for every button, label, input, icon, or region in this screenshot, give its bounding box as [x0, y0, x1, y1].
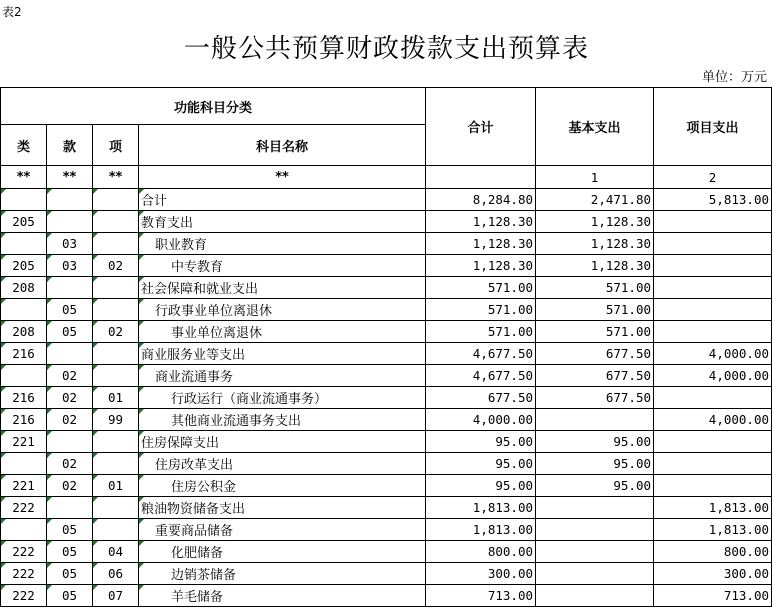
cell-total: 571.00 [426, 299, 536, 321]
cell-basic [536, 541, 654, 563]
cell-kuan: 05 [47, 541, 93, 563]
cell-project: 713.00 [654, 585, 772, 607]
cell-project: 1,813.00 [654, 497, 772, 519]
star-lei: ** [1, 166, 47, 189]
index-total [426, 166, 536, 189]
cell-kuan: 02 [47, 409, 93, 431]
cell-lei: 205 [1, 255, 47, 277]
header-basic: 基本支出 [536, 88, 654, 166]
cell-kuan: 05 [47, 585, 93, 607]
cell-lei: 221 [1, 431, 47, 453]
cell-basic: 1,128.30 [536, 255, 654, 277]
cell-total: 1,128.30 [426, 211, 536, 233]
cell-name: 教育支出 [139, 211, 426, 233]
cell-project: 1,813.00 [654, 519, 772, 541]
cell-total: 800.00 [426, 541, 536, 563]
header-project: 项目支出 [654, 88, 772, 166]
cell-name: 边销茶储备 [139, 563, 426, 585]
star-kuan: ** [47, 166, 93, 189]
header-kuan: 款 [47, 125, 93, 166]
cell-project: 800.00 [654, 541, 772, 563]
index-basic: 1 [536, 166, 654, 189]
cell-kuan [47, 189, 93, 211]
cell-xiang [93, 299, 139, 321]
cell-lei: 222 [1, 563, 47, 585]
cell-lei [1, 365, 47, 387]
header-xiang: 项 [93, 125, 139, 166]
cell-project: 5,813.00 [654, 189, 772, 211]
cell-xiang [93, 343, 139, 365]
star-name: ** [139, 166, 426, 189]
cell-lei: 208 [1, 277, 47, 299]
cell-xiang: 07 [93, 585, 139, 607]
cell-total: 300.00 [426, 563, 536, 585]
cell-name: 粮油物资储备支出 [139, 497, 426, 519]
cell-project [654, 453, 772, 475]
cell-name: 行政事业单位离退休 [139, 299, 426, 321]
cell-basic: 95.00 [536, 431, 654, 453]
cell-total: 8,284.80 [426, 189, 536, 211]
cell-project: 4,000.00 [654, 409, 772, 431]
cell-name: 合计 [139, 189, 426, 211]
cell-project [654, 299, 772, 321]
cell-basic [536, 585, 654, 607]
header-group: 功能科目分类 [1, 88, 426, 125]
cell-lei: 216 [1, 343, 47, 365]
cell-lei: 222 [1, 541, 47, 563]
cell-lei [1, 189, 47, 211]
table-number: 表2 [2, 5, 22, 19]
cell-project [654, 431, 772, 453]
cell-lei: 216 [1, 409, 47, 431]
cell-name: 重要商品储备 [139, 519, 426, 541]
cell-kuan: 03 [47, 255, 93, 277]
cell-kuan: 02 [47, 453, 93, 475]
cell-kuan [47, 211, 93, 233]
cell-lei [1, 233, 47, 255]
cell-project: 4,000.00 [654, 365, 772, 387]
table-row [1, 431, 772, 453]
cell-xiang: 06 [93, 563, 139, 585]
cell-total: 4,677.50 [426, 365, 536, 387]
cell-name: 职业教育 [139, 233, 426, 255]
cell-total: 95.00 [426, 453, 536, 475]
cell-kuan [47, 431, 93, 453]
cell-basic: 571.00 [536, 299, 654, 321]
cell-lei: 208 [1, 321, 47, 343]
cell-basic: 677.50 [536, 387, 654, 409]
table-row [1, 189, 772, 211]
unit-label: 单位：万元 [701, 70, 767, 85]
cell-kuan: 02 [47, 387, 93, 409]
cell-basic: 677.50 [536, 343, 654, 365]
cell-basic: 677.50 [536, 365, 654, 387]
cell-xiang: 04 [93, 541, 139, 563]
budget-table [0, 87, 772, 607]
header-name: 科目名称 [139, 125, 426, 166]
cell-xiang [93, 365, 139, 387]
cell-total: 95.00 [426, 431, 536, 453]
cell-project: 300.00 [654, 563, 772, 585]
cell-kuan: 05 [47, 299, 93, 321]
cell-xiang [93, 233, 139, 255]
cell-xiang [93, 431, 139, 453]
cell-total: 713.00 [426, 585, 536, 607]
cell-lei [1, 299, 47, 321]
cell-lei: 216 [1, 387, 47, 409]
cell-xiang: 02 [93, 321, 139, 343]
cell-xiang: 99 [93, 409, 139, 431]
cell-total: 95.00 [426, 475, 536, 497]
header-total: 合计 [426, 88, 536, 166]
cell-basic [536, 497, 654, 519]
table-row [1, 343, 772, 365]
cell-name: 社会保障和就业支出 [139, 277, 426, 299]
cell-total: 4,000.00 [426, 409, 536, 431]
table-row [1, 387, 772, 409]
cell-xiang [93, 189, 139, 211]
star-xiang: ** [93, 166, 139, 189]
cell-total: 571.00 [426, 321, 536, 343]
cell-xiang [93, 497, 139, 519]
table-row [1, 475, 772, 497]
index-project: 2 [654, 166, 772, 189]
table-row [1, 365, 772, 387]
cell-name: 化肥储备 [139, 541, 426, 563]
table-row [1, 497, 772, 519]
cell-total: 1,128.30 [426, 233, 536, 255]
cell-lei: 222 [1, 585, 47, 607]
cell-basic [536, 409, 654, 431]
cell-kuan: 02 [47, 365, 93, 387]
cell-kuan: 05 [47, 563, 93, 585]
cell-name: 羊毛储备 [139, 585, 426, 607]
cell-total: 1,813.00 [426, 497, 536, 519]
cell-xiang [93, 277, 139, 299]
table-row [1, 563, 772, 585]
cell-name: 住房保障支出 [139, 431, 426, 453]
cell-project [654, 255, 772, 277]
table-row [1, 233, 772, 255]
table-row [1, 585, 772, 607]
cell-total: 1,813.00 [426, 519, 536, 541]
cell-total: 677.50 [426, 387, 536, 409]
cell-kuan: 05 [47, 519, 93, 541]
cell-kuan: 03 [47, 233, 93, 255]
cell-kuan [47, 343, 93, 365]
cell-lei: 221 [1, 475, 47, 497]
cell-basic [536, 563, 654, 585]
cell-name: 商业流通事务 [139, 365, 426, 387]
table-row [1, 277, 772, 299]
cell-name: 行政运行（商业流通事务） [139, 387, 426, 409]
cell-total: 1,128.30 [426, 255, 536, 277]
table-row [1, 409, 772, 431]
cell-project [654, 387, 772, 409]
cell-project [654, 277, 772, 299]
cell-name: 其他商业流通事务支出 [139, 409, 426, 431]
cell-basic: 571.00 [536, 321, 654, 343]
cell-lei [1, 453, 47, 475]
cell-xiang: 01 [93, 387, 139, 409]
table-row [1, 541, 772, 563]
cell-project [654, 475, 772, 497]
table-row [1, 321, 772, 343]
cell-basic [536, 519, 654, 541]
cell-name: 住房改革支出 [139, 453, 426, 475]
cell-basic: 95.00 [536, 453, 654, 475]
page-title: 一般公共预算财政拨款支出预算表 [183, 34, 589, 64]
cell-project: 4,000.00 [654, 343, 772, 365]
cell-basic: 2,471.80 [536, 189, 654, 211]
cell-xiang [93, 211, 139, 233]
cell-basic: 571.00 [536, 277, 654, 299]
cell-name: 住房公积金 [139, 475, 426, 497]
cell-project [654, 321, 772, 343]
table-row [1, 453, 772, 475]
cell-basic: 1,128.30 [536, 211, 654, 233]
header-lei: 类 [1, 125, 47, 166]
cell-xiang: 01 [93, 475, 139, 497]
cell-kuan [47, 277, 93, 299]
cell-lei: 205 [1, 211, 47, 233]
cell-kuan: 02 [47, 475, 93, 497]
cell-kuan [47, 497, 93, 519]
cell-basic: 95.00 [536, 475, 654, 497]
cell-kuan: 05 [47, 321, 93, 343]
cell-total: 4,677.50 [426, 343, 536, 365]
cell-xiang [93, 519, 139, 541]
cell-total: 571.00 [426, 277, 536, 299]
table-row [1, 255, 772, 277]
table-row [1, 519, 772, 541]
cell-name: 事业单位离退休 [139, 321, 426, 343]
table-row [1, 299, 772, 321]
cell-basic: 1,128.30 [536, 233, 654, 255]
cell-name: 中专教育 [139, 255, 426, 277]
cell-project [654, 233, 772, 255]
cell-xiang: 02 [93, 255, 139, 277]
cell-project [654, 211, 772, 233]
cell-name: 商业服务业等支出 [139, 343, 426, 365]
cell-xiang [93, 453, 139, 475]
table-row [1, 211, 772, 233]
cell-lei [1, 519, 47, 541]
cell-lei: 222 [1, 497, 47, 519]
